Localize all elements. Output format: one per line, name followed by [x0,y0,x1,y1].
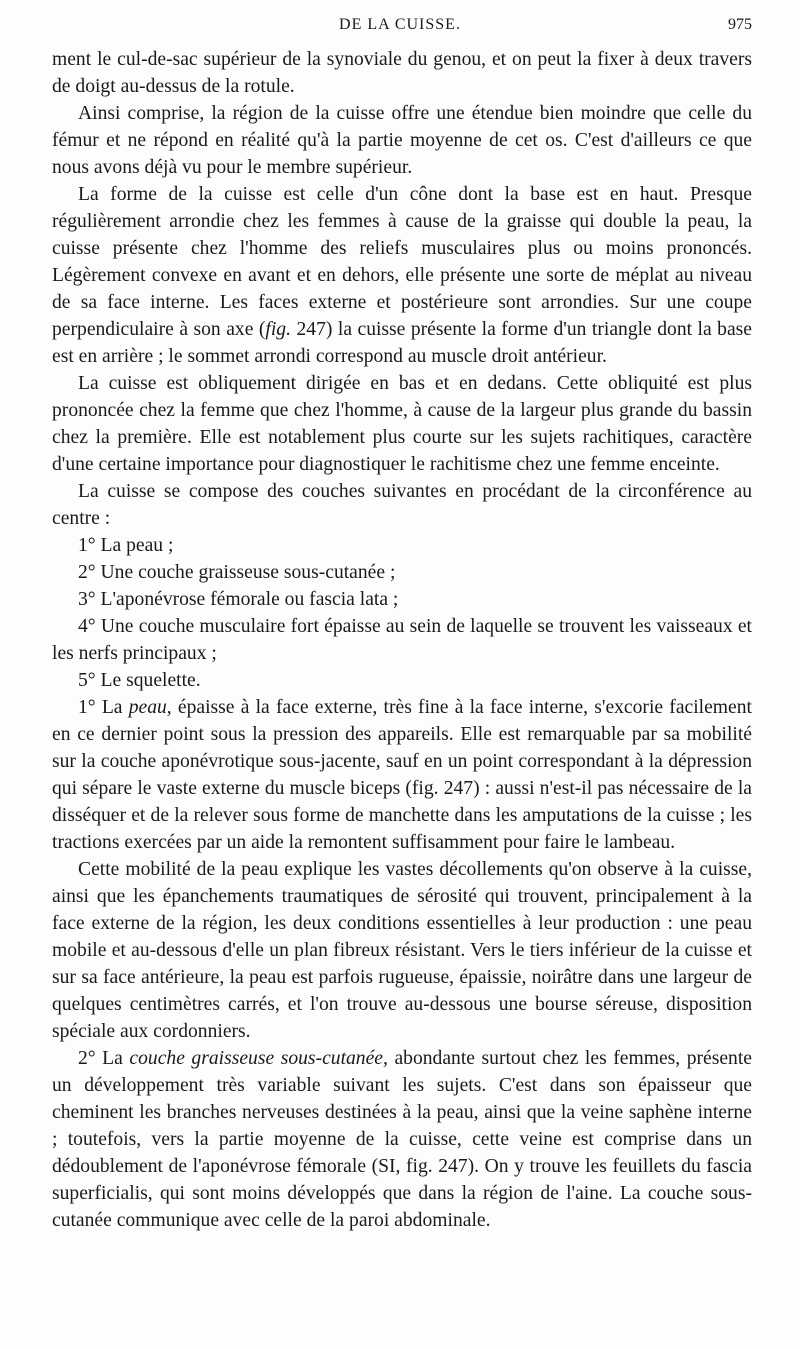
paragraph: La cuisse se compose des couches suivantes en procédant de la circonférence au centre : [52,481,752,529]
paragraph-continuation: ment le cul-de-sac supérieur de la synoviale du genou, et on peut la fixer à deux travers de doigt au-dessus de la rotule. [52,49,752,97]
page-header [0,14,800,38]
paragraph [52,181,752,370]
list-item: 4° Une couche musculaire fort épaisse au sein de laquelle se trouvent les vaisseaux et les nerfs principaux ; [52,616,752,664]
paragraph [52,1045,752,1234]
list-item: 2° Une couche graisseuse sous-cutanée ; [78,562,396,583]
page-body [52,46,752,1234]
paragraph-text: épaisse à la face externe, très fine à la face interne, s'excorie facilement en ce dernier point sous la pression des appareils. Elle est remarquable par sa mobilité sur la couche aponévrotique sous-jacente, sauf en un point correspondant à la dépression qui sépare le vaste externe du muscle biceps (fig. 247) : aussi n'est-il pas nécessaire de la disséquer et de la relever sous forme de manchette dans les amputations de la cuisse ; les tractions exercées par un aide la remontent suffisamment pour faire le lambeau. [52,697,752,853]
list-item: 1° La peau ; [78,535,174,556]
paragraph-text: La forme de la cuisse est celle d'un cône dont la base est en haut. Presque régulièrement arrondie chez les femmes à cause de la graisse qui double la peau, la cuisse présente chez l'homme des reliefs musculaires plus ou moins prononcés. Légèrement convexe en avant et en dehors, elle présente une sorte de méplat au niveau de sa face interne. Les faces externe et postérieure sont arrondies. Sur une coupe perpendiculaire à son axe ( [52,184,752,340]
paragraph-text: 2° La [78,1048,130,1069]
page-number: 975 [728,16,752,33]
paragraph: Cette mobilité de la peau explique les vastes décollements qu'on observe à la cuisse, ainsi que les épanchements traumatiques de sérosité qui trouvent, principalement à la face externe de la région, les deux conditions essentielles à leur production : une peau mobile et au-dessous d'elle un plan fibreux résistant. Vers le tiers inférieur de la cuisse et sur sa face antérieure, la peau est parfois rugueuse, épaissie, noirâtre dans une largeur de quelques centimètres carrés, et l'on trouve au-dessous une bourse séreuse, disposition spéciale aux cordonniers. [52,859,752,1042]
emphasis-term: couche graisseuse sous-cutanée, [129,1048,388,1069]
paragraph-text: 247) la cuisse présente la forme d'un triangle dont la base est en arrière ; le sommet arrondi correspond au muscle droit antérieur. [52,319,752,367]
paragraph: La cuisse est obliquement dirigée en bas et en dedans. Cette obliquité est plus prononcée chez la femme que chez l'homme, à cause de la largeur plus grande du bassin chez la première. Elle est notablement plus courte sur les sujets rachitiques, caractère d'une certaine importance pour diagnostiquer le rachitisme chez une femme enceinte. [52,373,752,475]
list-item: 3° L'aponévrose fémorale ou fascia lata ; [78,589,399,610]
paragraph [52,694,752,856]
paragraph-text: abondante surtout chez les femmes, présente un développement très variable suivant les sujets. C'est dans son épaisseur que cheminent les branches nerveuses destinées à la peau, ainsi que la veine saphène interne ; toutefois, vers la partie moyenne de la cuisse, cette veine est comprise dans un dédoublement de l'aponévrose fémorale (SI, fig. 247). On y trouve les feuillets du fascia superficialis, qui sont moins développés que dans la région de l'aine. La couche sous-cutanée communique avec celle de la paroi abdominale. [52,1048,752,1231]
emphasis-term: peau, [128,697,172,718]
figure-reference: fig. [265,319,291,340]
paragraph-text: 1° La [78,697,129,718]
running-head: DE LA CUISSE. [339,16,461,33]
list-item: 5° Le squelette. [78,670,201,691]
paragraph: Ainsi comprise, la région de la cuisse offre une étendue bien moindre que celle du fémur et ne répond en réalité qu'à la partie moyenne de cet os. C'est d'ailleurs ce que nous avons déjà vu pour le membre supérieur. [52,103,752,178]
